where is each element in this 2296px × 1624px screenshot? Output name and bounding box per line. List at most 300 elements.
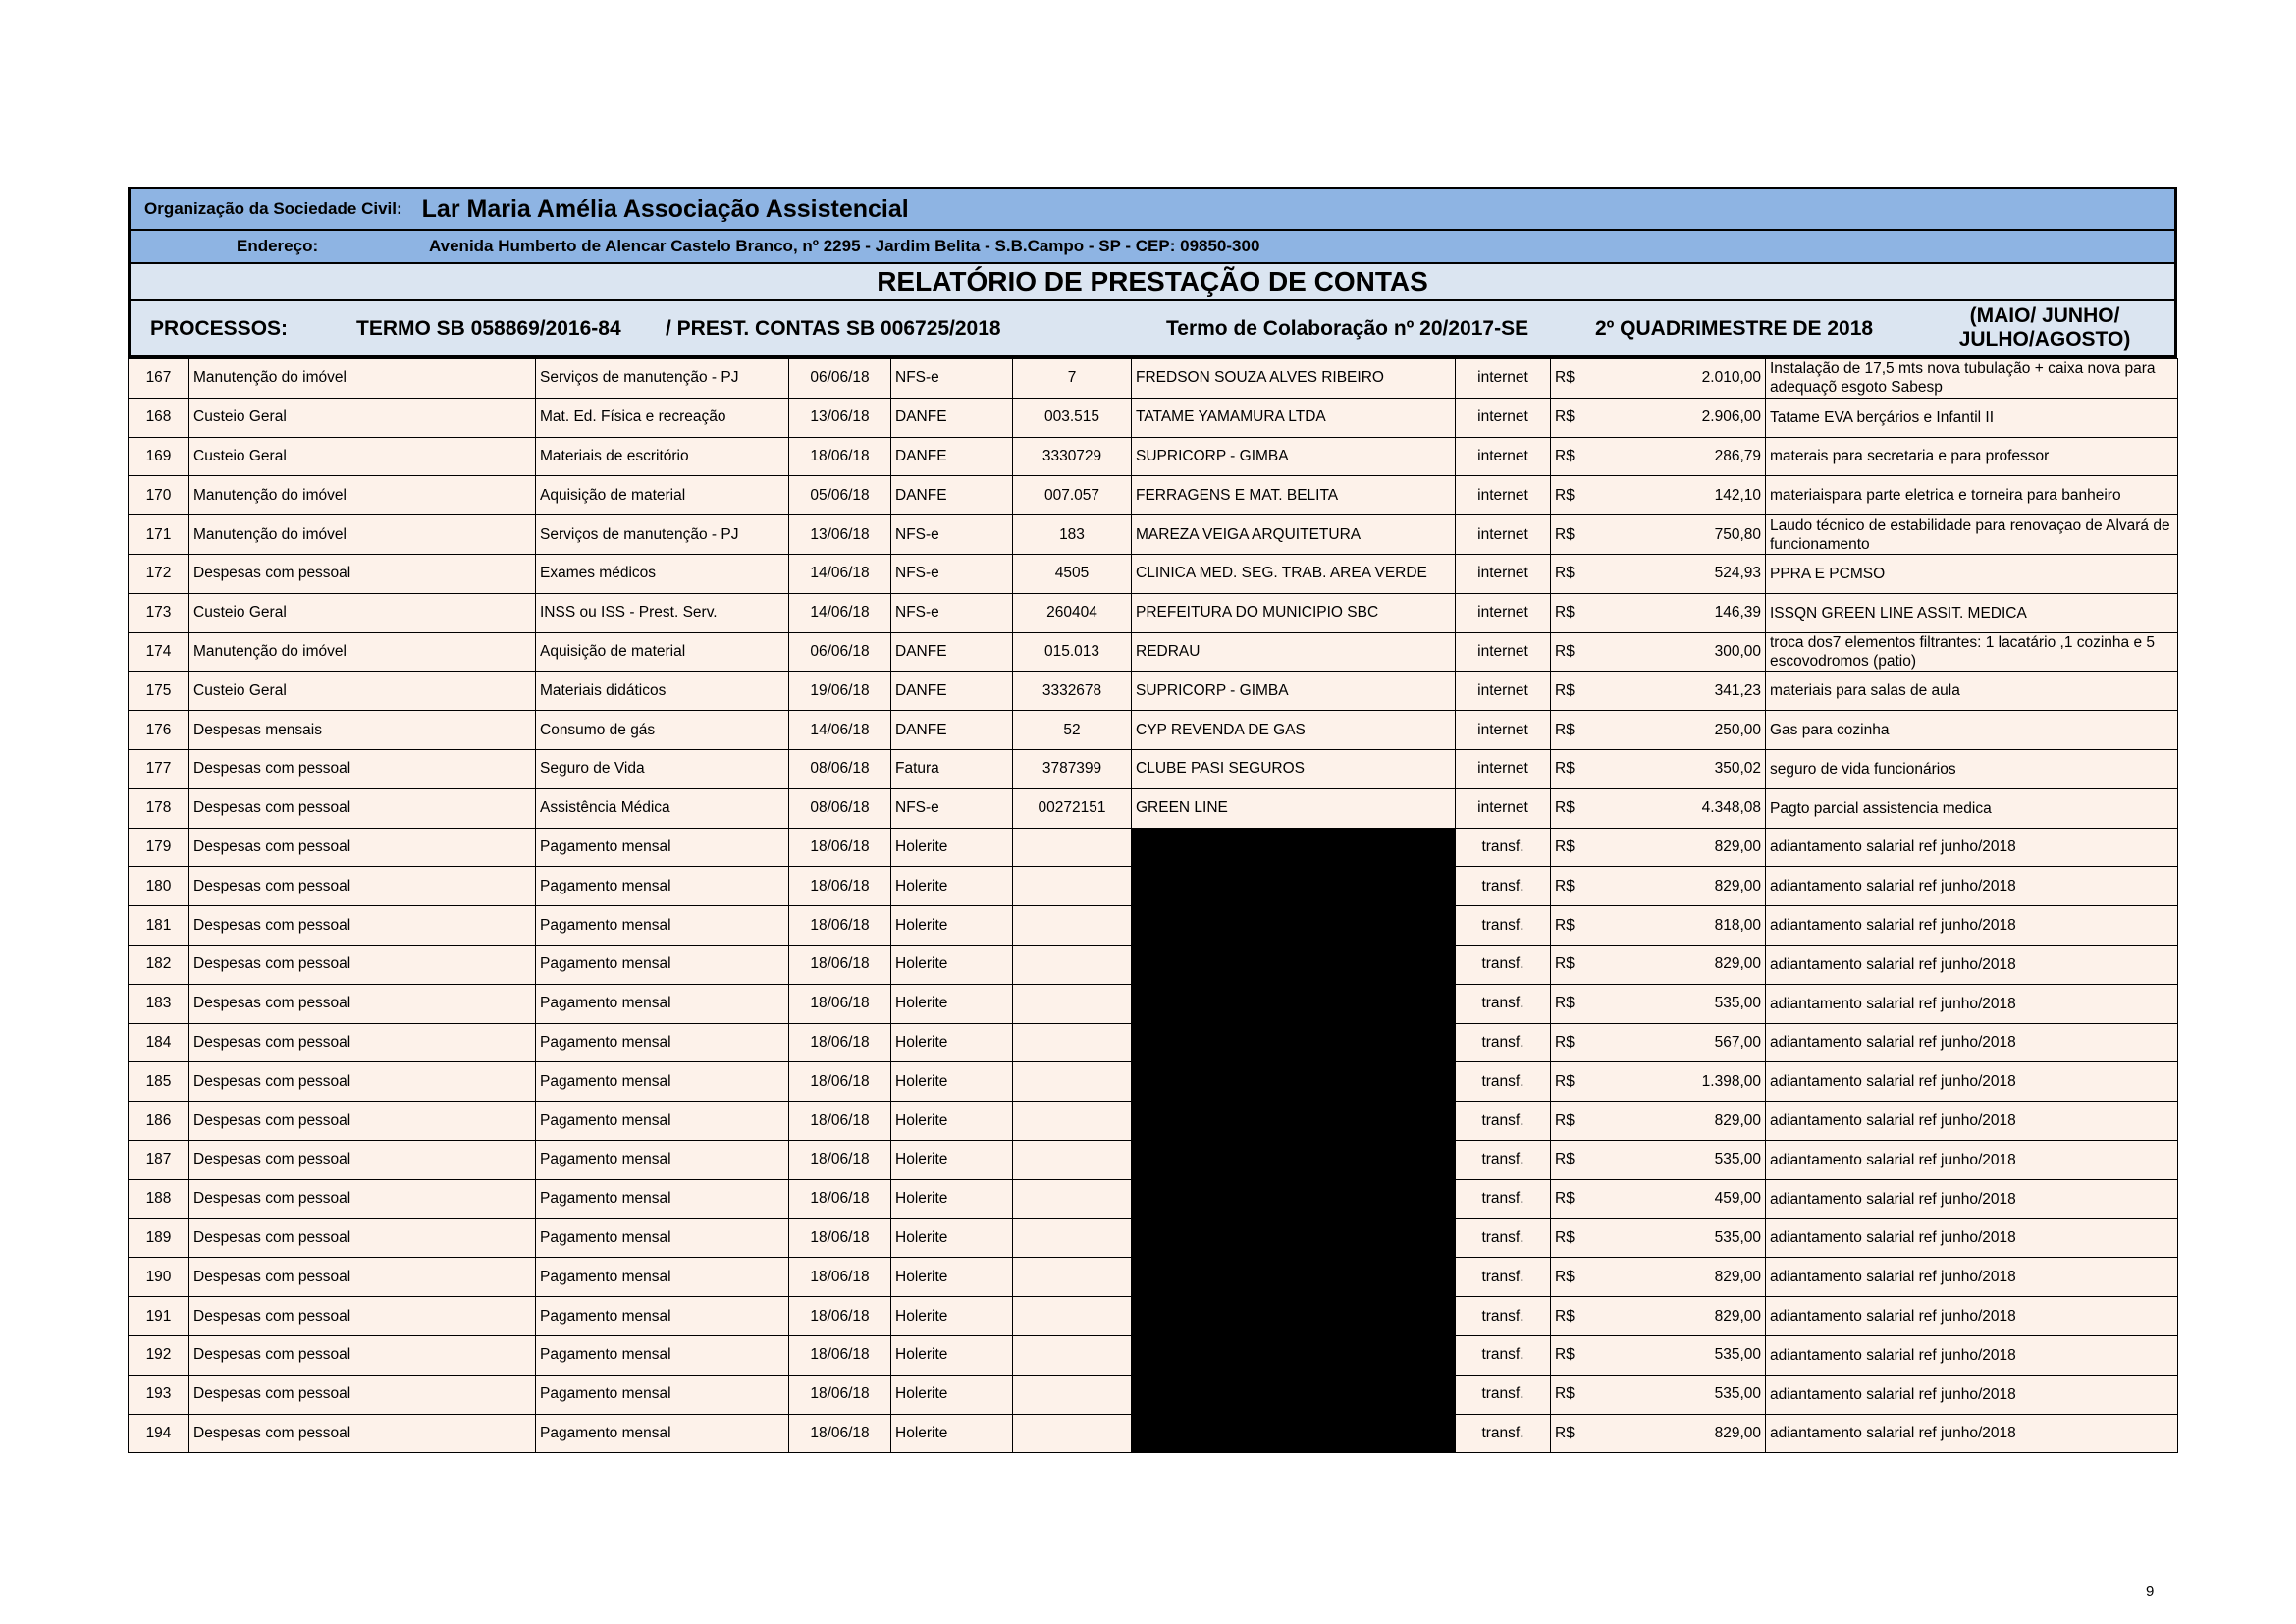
category-cell: Despesas com pessoal [189, 788, 536, 828]
category-cell: Despesas com pessoal [189, 945, 536, 984]
document-type-cell: Holerite [891, 1335, 1013, 1375]
date-cell: 18/06/18 [789, 828, 891, 867]
document-number-cell [1013, 1140, 1132, 1179]
supplier-cell: TATAME YAMAMURA LTDA [1132, 398, 1456, 437]
currency-cell: R$ [1551, 1414, 1598, 1453]
expense-type-cell: INSS ou ISS - Prest. Serv. [536, 593, 789, 632]
row-number: 193 [129, 1375, 189, 1414]
category-cell: Despesas com pessoal [189, 1023, 536, 1062]
table-row [129, 476, 2178, 515]
currency-cell: R$ [1551, 1140, 1598, 1179]
currency-cell: R$ [1551, 437, 1598, 476]
document-number-cell: 4505 [1013, 554, 1132, 593]
currency-cell: R$ [1551, 515, 1598, 555]
org-name: Lar Maria Amélia Associação Assistencial [421, 194, 909, 223]
amount-cell: 829,00 [1598, 1102, 1766, 1141]
document-type-cell: DANFE [891, 672, 1013, 711]
supplier-cell [1132, 906, 1456, 946]
currency-cell: R$ [1551, 711, 1598, 750]
row-number: 190 [129, 1258, 189, 1297]
expense-type-cell: Pagamento mensal [536, 1375, 789, 1414]
category-cell: Despesas com pessoal [189, 1258, 536, 1297]
row-number: 180 [129, 867, 189, 906]
table-row [129, 398, 2178, 437]
currency-cell: R$ [1551, 1062, 1598, 1102]
description-cell: seguro de vida funcionários [1766, 749, 2178, 788]
date-cell: 18/06/18 [789, 906, 891, 946]
description-cell: adiantamento salarial ref junho/2018 [1766, 1062, 2178, 1102]
table-row [129, 632, 2178, 672]
document-number-cell: 003.515 [1013, 398, 1132, 437]
row-number: 185 [129, 1062, 189, 1102]
category-cell: Despesas com pessoal [189, 1335, 536, 1375]
date-cell: 05/06/18 [789, 476, 891, 515]
document-number-cell: 00272151 [1013, 788, 1132, 828]
payment-method-cell: internet [1456, 476, 1551, 515]
supplier-cell: SUPRICORP - GIMBA [1132, 672, 1456, 711]
expense-type-cell: Serviços de manutenção - PJ [536, 515, 789, 555]
category-cell: Despesas com pessoal [189, 1179, 536, 1218]
document-number-cell [1013, 1023, 1132, 1062]
expense-type-cell: Pagamento mensal [536, 1414, 789, 1453]
supplier-cell [1132, 1258, 1456, 1297]
currency-cell: R$ [1551, 828, 1598, 867]
document-type-cell: Holerite [891, 1023, 1013, 1062]
payment-method-cell: transf. [1456, 1335, 1551, 1375]
date-cell: 18/06/18 [789, 1179, 891, 1218]
category-cell: Despesas com pessoal [189, 749, 536, 788]
supplier-cell [1132, 1335, 1456, 1375]
table-row [129, 984, 2178, 1023]
date-cell: 18/06/18 [789, 1335, 891, 1375]
payment-method-cell: internet [1456, 554, 1551, 593]
document-type-cell: Holerite [891, 1297, 1013, 1336]
document-number-cell [1013, 1179, 1132, 1218]
category-cell: Despesas com pessoal [189, 828, 536, 867]
document-number-cell [1013, 828, 1132, 867]
description-cell: adiantamento salarial ref junho/2018 [1766, 1023, 2178, 1062]
quadrimestre: 2º QUADRIMESTRE DE 2018 [1595, 316, 1874, 340]
supplier-cell: FERRAGENS E MAT. BELITA [1132, 476, 1456, 515]
category-cell: Despesas com pessoal [189, 1140, 536, 1179]
currency-cell: R$ [1551, 1335, 1598, 1375]
row-number: 194 [129, 1414, 189, 1453]
address-header [131, 231, 2174, 264]
document-type-cell: Holerite [891, 1375, 1013, 1414]
description-cell: adiantamento salarial ref junho/2018 [1766, 1258, 2178, 1297]
supplier-cell: FREDSON SOUZA ALVES RIBEIRO [1132, 359, 1456, 399]
document-number-cell: 260404 [1013, 593, 1132, 632]
row-number: 171 [129, 515, 189, 555]
expense-type-cell: Exames médicos [536, 554, 789, 593]
processos-label: PROCESSOS: [150, 316, 289, 340]
date-cell: 18/06/18 [789, 984, 891, 1023]
row-number: 187 [129, 1140, 189, 1179]
date-cell: 06/06/18 [789, 359, 891, 399]
expense-type-cell: Pagamento mensal [536, 1258, 789, 1297]
row-number: 189 [129, 1218, 189, 1258]
description-cell: ISSQN GREEN LINE ASSIT. MEDICA [1766, 593, 2178, 632]
date-cell: 08/06/18 [789, 788, 891, 828]
category-cell: Despesas mensais [189, 711, 536, 750]
payment-method-cell: internet [1456, 398, 1551, 437]
processes-header [131, 301, 2174, 358]
amount-cell: 4.348,08 [1598, 788, 1766, 828]
document-number-cell [1013, 867, 1132, 906]
document-type-cell: Holerite [891, 906, 1013, 946]
amount-cell: 829,00 [1598, 945, 1766, 984]
table-row [129, 906, 2178, 946]
document-type-cell: NFS-e [891, 788, 1013, 828]
description-cell: adiantamento salarial ref junho/2018 [1766, 945, 2178, 984]
org-label: Organização da Sociedade Civil: [144, 199, 402, 218]
payment-method-cell: transf. [1456, 906, 1551, 946]
amount-cell: 567,00 [1598, 1023, 1766, 1062]
amount-cell: 146,39 [1598, 593, 1766, 632]
description-cell: materais para secretaria e para professor [1766, 437, 2178, 476]
currency-cell: R$ [1551, 1102, 1598, 1141]
supplier-cell: REDRAU [1132, 632, 1456, 672]
supplier-cell [1132, 1140, 1456, 1179]
category-cell: Despesas com pessoal [189, 1102, 536, 1141]
currency-cell: R$ [1551, 788, 1598, 828]
expense-type-cell: Serviços de manutenção - PJ [536, 359, 789, 399]
currency-cell: R$ [1551, 749, 1598, 788]
date-cell: 18/06/18 [789, 1258, 891, 1297]
payment-method-cell: transf. [1456, 1297, 1551, 1336]
supplier-cell [1132, 984, 1456, 1023]
amount-cell: 142,10 [1598, 476, 1766, 515]
currency-cell: R$ [1551, 672, 1598, 711]
currency-cell: R$ [1551, 1258, 1598, 1297]
row-number: 181 [129, 906, 189, 946]
amount-cell: 535,00 [1598, 1218, 1766, 1258]
amount-cell: 524,93 [1598, 554, 1766, 593]
date-cell: 08/06/18 [789, 749, 891, 788]
title-header [131, 264, 2174, 301]
supplier-cell [1132, 1179, 1456, 1218]
row-number: 192 [129, 1335, 189, 1375]
category-cell: Despesas com pessoal [189, 1414, 536, 1453]
payment-method-cell: transf. [1456, 1258, 1551, 1297]
expense-type-cell: Pagamento mensal [536, 906, 789, 946]
payment-method-cell: transf. [1456, 945, 1551, 984]
document-type-cell: Holerite [891, 1062, 1013, 1102]
document-type-cell: DANFE [891, 476, 1013, 515]
expense-type-cell: Pagamento mensal [536, 1140, 789, 1179]
category-cell: Despesas com pessoal [189, 1218, 536, 1258]
document-type-cell: Holerite [891, 828, 1013, 867]
expense-type-cell: Pagamento mensal [536, 984, 789, 1023]
period-line-1: (MAIO/ JUNHO/ [1969, 304, 2120, 327]
category-cell: Custeio Geral [189, 593, 536, 632]
payment-method-cell: transf. [1456, 984, 1551, 1023]
description-cell: adiantamento salarial ref junho/2018 [1766, 906, 2178, 946]
row-number: 178 [129, 788, 189, 828]
document-number-cell: 183 [1013, 515, 1132, 555]
expense-type-cell: Pagamento mensal [536, 1179, 789, 1218]
document-number-cell [1013, 1102, 1132, 1141]
document-number-cell: 3787399 [1013, 749, 1132, 788]
supplier-cell: GREEN LINE [1132, 788, 1456, 828]
payment-method-cell: internet [1456, 749, 1551, 788]
document-type-cell: NFS-e [891, 359, 1013, 399]
document-number-cell [1013, 1375, 1132, 1414]
document-number-cell [1013, 1062, 1132, 1102]
expense-type-cell: Pagamento mensal [536, 1102, 789, 1141]
table-row [129, 788, 2178, 828]
category-cell: Custeio Geral [189, 398, 536, 437]
supplier-cell [1132, 1297, 1456, 1336]
payment-method-cell: transf. [1456, 867, 1551, 906]
table-row [129, 1375, 2178, 1414]
document-type-cell: DANFE [891, 632, 1013, 672]
row-number: 175 [129, 672, 189, 711]
table-row [129, 1179, 2178, 1218]
table-row [129, 867, 2178, 906]
category-cell: Manutenção do imóvel [189, 476, 536, 515]
date-cell: 18/06/18 [789, 867, 891, 906]
table-row [129, 711, 2178, 750]
payment-method-cell: transf. [1456, 1414, 1551, 1453]
document-number-cell: 015.013 [1013, 632, 1132, 672]
amount-cell: 829,00 [1598, 1297, 1766, 1336]
payment-method-cell: transf. [1456, 1102, 1551, 1141]
category-cell: Custeio Geral [189, 672, 536, 711]
supplier-cell: CLINICA MED. SEG. TRAB. AREA VERDE [1132, 554, 1456, 593]
expense-type-cell: Pagamento mensal [536, 1335, 789, 1375]
row-number: 188 [129, 1179, 189, 1218]
supplier-cell [1132, 867, 1456, 906]
table-row [129, 515, 2178, 555]
supplier-cell [1132, 1375, 1456, 1414]
supplier-cell [1132, 1218, 1456, 1258]
category-cell: Despesas com pessoal [189, 554, 536, 593]
description-cell: adiantamento salarial ref junho/2018 [1766, 1414, 2178, 1453]
currency-cell: R$ [1551, 1375, 1598, 1414]
description-cell: adiantamento salarial ref junho/2018 [1766, 1335, 2178, 1375]
document-type-cell: Fatura [891, 749, 1013, 788]
payment-method-cell: internet [1456, 359, 1551, 399]
document-type-cell: NFS-e [891, 593, 1013, 632]
payment-method-cell: internet [1456, 672, 1551, 711]
expense-type-cell: Pagamento mensal [536, 867, 789, 906]
amount-cell: 535,00 [1598, 1375, 1766, 1414]
currency-cell: R$ [1551, 1297, 1598, 1336]
description-cell: adiantamento salarial ref junho/2018 [1766, 1218, 2178, 1258]
category-cell: Despesas com pessoal [189, 1062, 536, 1102]
report-sheet [128, 187, 2177, 1453]
expense-type-cell: Aquisição de material [536, 476, 789, 515]
document-number-cell [1013, 1414, 1132, 1453]
currency-cell: R$ [1551, 632, 1598, 672]
document-number-cell [1013, 1335, 1132, 1375]
category-cell: Despesas com pessoal [189, 867, 536, 906]
description-cell: adiantamento salarial ref junho/2018 [1766, 1375, 2178, 1414]
table-row [129, 437, 2178, 476]
date-cell: 14/06/18 [789, 593, 891, 632]
expense-type-cell: Pagamento mensal [536, 1023, 789, 1062]
description-cell: adiantamento salarial ref junho/2018 [1766, 1102, 2178, 1141]
currency-cell: R$ [1551, 984, 1598, 1023]
amount-cell: 350,02 [1598, 749, 1766, 788]
date-cell: 18/06/18 [789, 1102, 891, 1141]
document-type-cell: Holerite [891, 984, 1013, 1023]
description-cell: adiantamento salarial ref junho/2018 [1766, 828, 2178, 867]
date-cell: 18/06/18 [789, 1218, 891, 1258]
table-row [129, 1258, 2178, 1297]
row-number: 183 [129, 984, 189, 1023]
expense-type-cell: Materiais de escritório [536, 437, 789, 476]
document-number-cell [1013, 945, 1132, 984]
supplier-cell: PREFEITURA DO MUNICIPIO SBC [1132, 593, 1456, 632]
row-number: 177 [129, 749, 189, 788]
description-cell: adiantamento salarial ref junho/2018 [1766, 1140, 2178, 1179]
table-row [129, 749, 2178, 788]
description-cell: Instalação de 17,5 mts nova tubulação + caixa nova para adequaçõ esgoto Sabesp [1766, 359, 2178, 399]
description-cell: Laudo técnico de estabilidade para renovaçao de Alvará de funcionamento [1766, 515, 2178, 555]
document-type-cell: DANFE [891, 437, 1013, 476]
currency-cell: R$ [1551, 554, 1598, 593]
payment-method-cell: transf. [1456, 1023, 1551, 1062]
payment-method-cell: transf. [1456, 1218, 1551, 1258]
document-type-cell: DANFE [891, 398, 1013, 437]
expense-table [128, 358, 2178, 1453]
currency-cell: R$ [1551, 906, 1598, 946]
supplier-cell: SUPRICORP - GIMBA [1132, 437, 1456, 476]
amount-cell: 2.906,00 [1598, 398, 1766, 437]
termo-colaboracao: Termo de Colaboração nº 20/2017-SE [1166, 316, 1529, 340]
table-row [129, 1140, 2178, 1179]
supplier-cell [1132, 1023, 1456, 1062]
description-cell: PPRA E PCMSO [1766, 554, 2178, 593]
date-cell: 19/06/18 [789, 672, 891, 711]
table-row [129, 554, 2178, 593]
document-type-cell: Holerite [891, 1140, 1013, 1179]
expense-type-cell: Assistência Médica [536, 788, 789, 828]
amount-cell: 535,00 [1598, 1335, 1766, 1375]
description-cell: adiantamento salarial ref junho/2018 [1766, 867, 2178, 906]
document-type-cell: Holerite [891, 867, 1013, 906]
document-number-cell [1013, 906, 1132, 946]
org-header [131, 189, 2174, 231]
expense-type-cell: Consumo de gás [536, 711, 789, 750]
amount-cell: 829,00 [1598, 867, 1766, 906]
row-number: 184 [129, 1023, 189, 1062]
expense-type-cell: Aquisição de material [536, 632, 789, 672]
date-cell: 14/06/18 [789, 554, 891, 593]
expense-rows [129, 359, 2178, 1453]
category-cell: Manutenção do imóvel [189, 632, 536, 672]
currency-cell: R$ [1551, 1179, 1598, 1218]
payment-method-cell: internet [1456, 711, 1551, 750]
row-number: 186 [129, 1102, 189, 1141]
description-cell: Tatame EVA berçários e Infantil II [1766, 398, 2178, 437]
period-months [1927, 304, 2163, 352]
description-cell: adiantamento salarial ref junho/2018 [1766, 984, 2178, 1023]
currency-cell: R$ [1551, 867, 1598, 906]
expense-type-cell: Pagamento mensal [536, 945, 789, 984]
table-row [129, 945, 2178, 984]
payment-method-cell: internet [1456, 515, 1551, 555]
amount-cell: 535,00 [1598, 984, 1766, 1023]
document-type-cell: NFS-e [891, 554, 1013, 593]
document-number-cell [1013, 1258, 1132, 1297]
supplier-cell [1132, 1414, 1456, 1453]
supplier-cell [1132, 945, 1456, 984]
category-cell: Manutenção do imóvel [189, 515, 536, 555]
category-cell: Despesas com pessoal [189, 1297, 536, 1336]
supplier-cell [1132, 828, 1456, 867]
document-type-cell: Holerite [891, 1218, 1013, 1258]
document-number-cell [1013, 984, 1132, 1023]
description-cell: troca dos7 elementos filtrantes: 1 lacatário ,1 cozinha e 5 escovodromos (patio) [1766, 632, 2178, 672]
table-row [129, 828, 2178, 867]
expense-type-cell: Seguro de Vida [536, 749, 789, 788]
row-number: 179 [129, 828, 189, 867]
row-number: 169 [129, 437, 189, 476]
document-number-cell: 52 [1013, 711, 1132, 750]
period-line-2: JULHO/AGOSTO) [1958, 328, 2131, 351]
amount-cell: 829,00 [1598, 1258, 1766, 1297]
supplier-cell: CLUBE PASI SEGUROS [1132, 749, 1456, 788]
payment-method-cell: transf. [1456, 1375, 1551, 1414]
expense-type-cell: Mat. Ed. Física e recreação [536, 398, 789, 437]
currency-cell: R$ [1551, 476, 1598, 515]
table-row [129, 1297, 2178, 1336]
supplier-cell: MAREZA VEIGA ARQUITETURA [1132, 515, 1456, 555]
document-type-cell: Holerite [891, 1179, 1013, 1218]
table-row [129, 1062, 2178, 1102]
row-number: 174 [129, 632, 189, 672]
payment-method-cell: transf. [1456, 828, 1551, 867]
document-number-cell [1013, 1297, 1132, 1336]
table-row [129, 1023, 2178, 1062]
document-type-cell: Holerite [891, 1258, 1013, 1297]
currency-cell: R$ [1551, 398, 1598, 437]
amount-cell: 250,00 [1598, 711, 1766, 750]
date-cell: 18/06/18 [789, 1297, 891, 1336]
table-row [129, 1335, 2178, 1375]
currency-cell: R$ [1551, 1218, 1598, 1258]
description-cell: materiaispara parte eletrica e torneira para banheiro [1766, 476, 2178, 515]
date-cell: 18/06/18 [789, 1414, 891, 1453]
address-text: Avenida Humberto de Alencar Castelo Branco, nº 2295 - Jardim Belita - S.B.Campo - SP - CEP: 09850-300 [429, 237, 1260, 255]
date-cell: 14/06/18 [789, 711, 891, 750]
date-cell: 18/06/18 [789, 1062, 891, 1102]
row-number: 168 [129, 398, 189, 437]
expense-type-cell: Pagamento mensal [536, 1218, 789, 1258]
amount-cell: 750,80 [1598, 515, 1766, 555]
description-cell: Gas para cozinha [1766, 711, 2178, 750]
document-type-cell: Holerite [891, 1102, 1013, 1141]
category-cell: Custeio Geral [189, 437, 536, 476]
amount-cell: 286,79 [1598, 437, 1766, 476]
termo-number: TERMO SB 058869/2016-84 [356, 316, 621, 340]
date-cell: 18/06/18 [789, 1023, 891, 1062]
amount-cell: 2.010,00 [1598, 359, 1766, 399]
document-number-cell [1013, 1218, 1132, 1258]
category-cell: Despesas com pessoal [189, 906, 536, 946]
description-cell: Pagto parcial assistencia medica [1766, 788, 2178, 828]
document-number-cell: 3332678 [1013, 672, 1132, 711]
document-type-cell: Holerite [891, 945, 1013, 984]
row-number: 182 [129, 945, 189, 984]
payment-method-cell: transf. [1456, 1062, 1551, 1102]
row-number: 167 [129, 359, 189, 399]
category-cell: Despesas com pessoal [189, 984, 536, 1023]
amount-cell: 829,00 [1598, 1414, 1766, 1453]
